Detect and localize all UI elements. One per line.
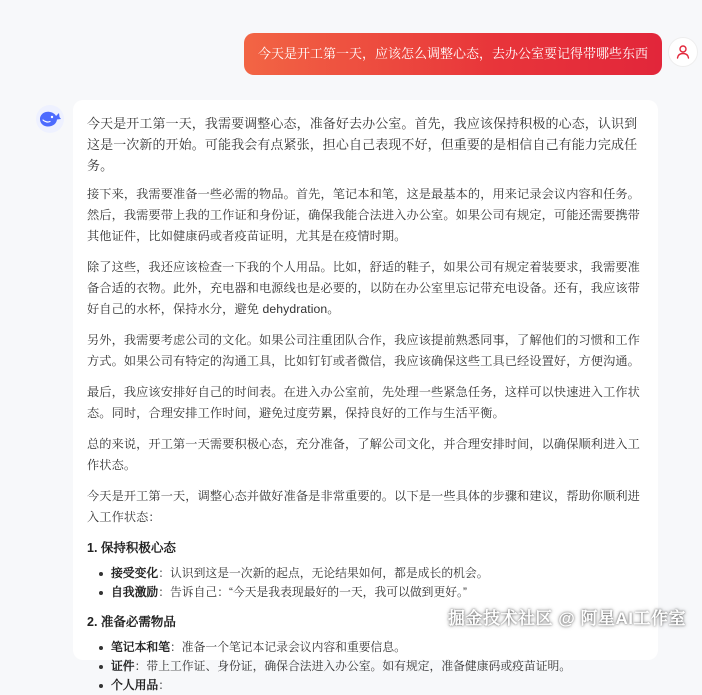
reply-paragraph: 最后，我应该安排好自己的时间表。在进入办公室前，先处理一些紧急任务，这样可以快速进入工作状态。同时，合理安排工作时间，避免过度劳累，保持良好的工作与生活平衡。 (87, 385, 640, 420)
reply-paragraph: 另外，我需要考虑公司的文化。如果公司注重团队合作，我应该提前熟悉同事，了解他们的习惯和工作方式。如果公司有特定的沟通工具，比如钉钉或者微信，我应该确保这些工具已经设置好，方便沟通。 (87, 333, 640, 368)
list-item (99, 638, 644, 657)
reply-paragraph: 总的来说，开工第一天需要积极心态，充分准备，了解公司文化，并合理安排时间，以确保顺利进入工作状态。 (87, 437, 640, 472)
user-message-bubble: 今天是开工第一天，应该怎么调整心态，去办公室要记得带哪些东西 (244, 33, 662, 75)
reply-paragraph: 今天是开工第一天，我需要调整心态，准备好去办公室。首先，我应该保持积极的心态，认识到这是一次新的开始。可能我会有点紧张，担心自己表现不好，但重要的是相信自己有能力完成任务。 (87, 116, 638, 173)
bullet-list (87, 638, 644, 695)
assistant-message-card (73, 100, 658, 692)
list-item-text: ：带上工作证、身份证，确保合法进入办公室。如有规定，准备健康码或疫苗证明。 (134, 659, 572, 673)
watermark: 掘金技术社区 @ 阿星AI工作室 (447, 609, 686, 628)
list-item-text: ：准备一个笔记本记录会议内容和重要信息。 (170, 640, 406, 654)
list-item (99, 583, 644, 602)
reply-paragraph: 除了这些，我还应该检查一下我的个人用品。比如，舒适的鞋子，如果公司有规定着装要求，我需要准备合适的衣物。此外，充电器和电源线也是必要的，以防在办公室里忘记带充电设备。还有，我应该带好自己的水杯，保持水分，避免 dehydration。 (87, 260, 640, 316)
list-item-label: 自我激励 (111, 585, 159, 599)
user-message-row (0, 33, 702, 77)
list-item-text: ：告诉自己：“今天是我表现最好的一天，我可以做到更好。” (158, 585, 467, 599)
list-item-text: ：认识到这是一次新的起点，无论结果如何，都是成长的机会。 (158, 566, 489, 580)
reply-paragraph: 今天是开工第一天，调整心态并做好准备是非常重要的。以下是一些具体的步骤和建议，帮助你顺利进入工作状态： (87, 489, 640, 524)
list-item-label: 证件 (111, 659, 135, 673)
list-item-label: 笔记本和笔 (111, 640, 170, 654)
assistant-avatar (36, 105, 64, 133)
reply-paragraph: 接下来，我需要准备一些必需的物品。首先，笔记本和笔，这是最基本的，用来记录会议内容和任务。然后，我需要带上我的工作证和身份证，确保我能合法进入办公室。如果公司有规定，可能还需要携带其他证件，比如健康码或者疫苗证明，尤其是在疫情时期。 (87, 187, 640, 243)
bullet-list (87, 564, 644, 602)
whale-logo-icon (38, 109, 62, 129)
list-item-label: 个人用品 (111, 678, 159, 692)
user-avatar[interactable] (668, 37, 698, 67)
list-item (99, 676, 644, 695)
section-heading: 2. 准备必需物品 (87, 615, 176, 629)
list-item (99, 564, 644, 583)
list-item-label: 接受变化 (111, 566, 159, 580)
list-item (99, 657, 644, 676)
user-icon (675, 44, 691, 60)
list-item-text: ： (158, 678, 171, 692)
section-heading: 1. 保持积极心态 (87, 541, 176, 555)
